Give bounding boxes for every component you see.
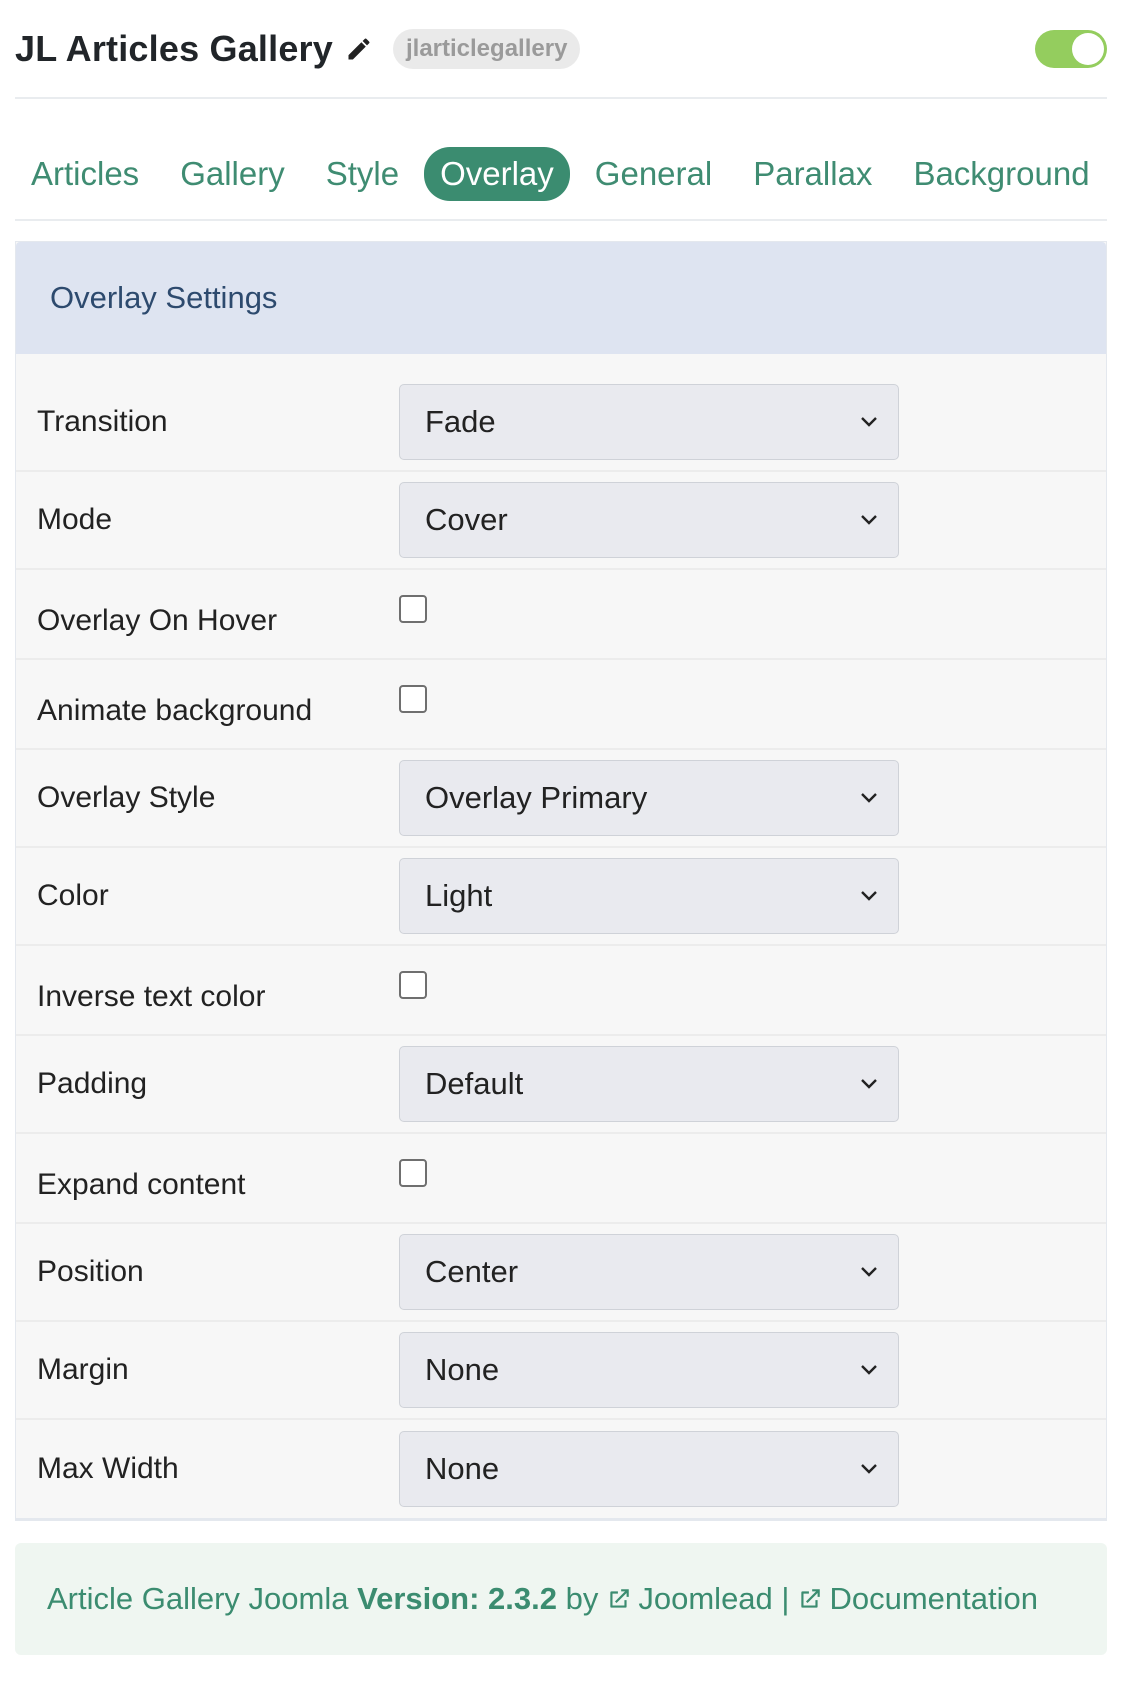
field-row-color [16, 848, 1106, 946]
transition-select[interactable] [399, 384, 899, 460]
footer-by: by [565, 1581, 599, 1616]
margin-select[interactable] [399, 1332, 899, 1408]
field-label: Overlay On Hover [37, 604, 278, 637]
documentation-link[interactable]: Documentation [829, 1581, 1038, 1616]
tab-parallax[interactable]: Parallax [753, 155, 873, 192]
field-row-transition [16, 374, 1106, 472]
module-header [15, 0, 1107, 99]
mode-select[interactable] [399, 482, 899, 558]
footer-product: Article Gallery Joomla [47, 1581, 349, 1616]
module-title: JL Articles Gallery [15, 27, 333, 69]
select-value: None [425, 1451, 500, 1486]
external-link-icon [606, 1586, 632, 1612]
field-row-position [16, 1224, 1106, 1322]
select-value: Default [425, 1066, 524, 1101]
field-row-expand-content [16, 1134, 1106, 1224]
select-value: Cover [425, 502, 508, 537]
field-row-mode [16, 472, 1106, 570]
footer-separator: | [781, 1581, 790, 1616]
field-label: Transition [37, 405, 168, 438]
field-row-max-width [16, 1420, 1106, 1518]
module-enabled-toggle[interactable] [1035, 30, 1107, 68]
chevron-down-icon [860, 792, 878, 804]
field-label: Inverse text color [37, 980, 266, 1013]
field-label: Max Width [37, 1452, 179, 1485]
chevron-down-icon [860, 1078, 878, 1090]
chevron-down-icon [860, 1463, 878, 1475]
padding-select[interactable] [399, 1046, 899, 1122]
tab-background[interactable]: Background [913, 155, 1090, 192]
overlay-settings-panel [15, 241, 1107, 1521]
field-row-padding [16, 1036, 1106, 1134]
tab-style[interactable]: Style [325, 155, 400, 192]
tab-articles[interactable]: Articles [31, 155, 140, 192]
panel-header [16, 242, 1106, 354]
chevron-down-icon [860, 416, 878, 428]
toggle-knob [1072, 33, 1104, 65]
joomlead-link[interactable]: Joomlead [638, 1581, 773, 1616]
external-link-icon [797, 1586, 823, 1612]
field-row-overlay-style [16, 750, 1106, 848]
field-label: Mode [37, 503, 113, 536]
tab-overlay[interactable]: Overlay [424, 147, 570, 201]
field-row-overlay-on-hover [16, 570, 1106, 660]
color-select[interactable] [399, 858, 899, 934]
field-label: Overlay Style [37, 781, 216, 814]
tab-general[interactable]: General [594, 155, 713, 192]
field-label: Animate background [37, 694, 313, 727]
position-select[interactable] [399, 1234, 899, 1310]
chevron-down-icon [860, 514, 878, 526]
select-value: Overlay Primary [425, 780, 648, 815]
inverse-text-color-checkbox[interactable] [399, 971, 427, 999]
select-value: None [425, 1352, 500, 1387]
overlay-style-select[interactable] [399, 760, 899, 836]
pencil-icon[interactable] [345, 35, 373, 63]
field-label: Position [37, 1255, 144, 1288]
module-name-badge: jlarticlegallery [393, 29, 580, 69]
field-label: Margin [37, 1353, 129, 1386]
chevron-down-icon [860, 1266, 878, 1278]
select-value: Light [425, 878, 493, 913]
field-label: Expand content [37, 1168, 246, 1201]
footer-version: Version: 2.3.2 [357, 1581, 557, 1616]
max-width-select[interactable] [399, 1431, 899, 1507]
field-row-margin [16, 1322, 1106, 1420]
footer-credits [15, 1543, 1107, 1655]
field-row-inverse-text-color [16, 946, 1106, 1036]
select-value: Center [425, 1254, 519, 1289]
chevron-down-icon [860, 890, 878, 902]
panel-body [16, 354, 1106, 1518]
field-label: Color [37, 879, 109, 912]
field-label: Padding [37, 1067, 148, 1100]
overlay-on-hover-checkbox[interactable] [399, 595, 427, 623]
select-value: Fade [425, 404, 496, 439]
settings-tabs [15, 99, 1107, 221]
module-editor [15, 0, 1107, 1655]
chevron-down-icon [860, 1364, 878, 1376]
animate-background-checkbox[interactable] [399, 685, 427, 713]
field-row-animate-background [16, 660, 1106, 750]
expand-content-checkbox[interactable] [399, 1159, 427, 1187]
tab-gallery[interactable]: Gallery [180, 155, 285, 192]
panel-title: Overlay Settings [50, 280, 278, 315]
